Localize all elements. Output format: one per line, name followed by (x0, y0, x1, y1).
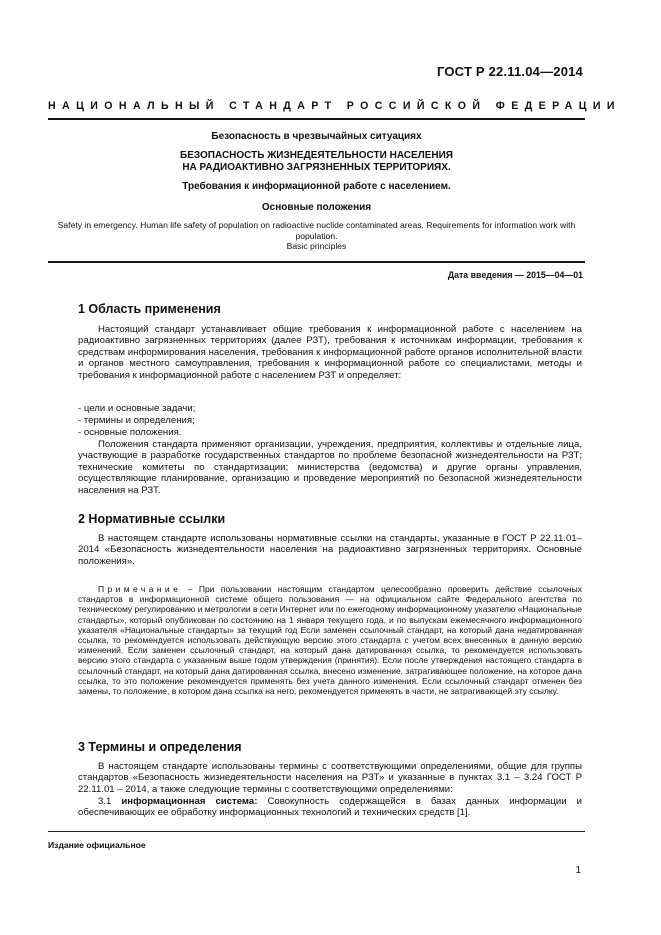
definition-3-1 (78, 796, 582, 819)
list-item-terms: - термины и определения; (78, 415, 195, 426)
section-1-title: 1 Область применения (78, 302, 221, 316)
note-text: – При пользовании настоящим стандартом целесообразно проверить действие ссылочных стандартов в информационной системе общего пользования — на официальном сайте Федерального агентства по техническому регулированию и метрологии в сети Интернет или по ежегодному информационному указателю «Национальные стандарты», который опубликован по состоянию на 1 января текущего года, и по выпускам ежемесячного информационного указателя «Национальные стандарты» за текущий год Если заменен ссылочный стандарт, на который дана недатированная ссылка, то рекомендуется использовать действующую версию этого стандарта с учетом всех внесенных в данную версию изменений. Если заменен ссылочный стандарт, на который дана датированная ссылка, то рекомендуется использовать версию этого стандарта с указанным выше годом утверждения (принятия). Если после утверждения настоящего стандарта в ссылочный стандарт, на который дана датированная ссылка, внесено изменение, затрагивающее положение, на которое дана ссылка, то это положение рекомендуется применять без учета данного изменения. Если ссылочный стандарт отменен без замены, то положение, в котором дана ссылка на него, рекомендуется применять в части, не затрагивающей эту ссылку. (78, 584, 582, 697)
list-item-provisions: - основные положения. (78, 427, 182, 438)
definition-number: 3.1 (98, 796, 122, 807)
basic-principles-title: Основные положения (261, 202, 372, 213)
introduction-date: Дата введения — 2015—04—01 (447, 270, 583, 280)
section-3-title: 3 Термины и определения (78, 740, 242, 754)
main-title-line-2: НА РАДИОАКТИВНО ЗАГРЯЗНЕННЫХ ТЕРРИТОРИЯХ. (182, 162, 451, 173)
list-item-goals: - цели и основные задачи; (78, 403, 196, 414)
section-2-title: 2 Нормативные ссылки (78, 512, 226, 526)
header-divider (48, 118, 585, 120)
document-code: ГОСТ Р 22.11.04—2014 (436, 64, 583, 79)
footer-divider (48, 831, 585, 832)
section-1-paragraph-1: Настоящий стандарт устанавливает общие требования к информационной работе с населением на радиоактивно загрязненных территориях (далее РЗТ), требования к источникам информации, требования к средствам информирования населения, требования к информационной работе органов исполнительной власти и органов местного самоуправления, требования к информационной работе со специалистами, методы и требования к информационной работе с населением РЗТ и определяет: (78, 324, 582, 381)
section-3-paragraph-1: В настоящем стандарте использованы термины с соответствующими определениями, общие для группы стандартов «Безопасность жизнедеятельности населения на РЗТ» и указанные в пунктах 3.1 – 3.24 ГОСТ Р 22.11.01 – 2014, а также следующие термины с соответствующими определениями: (78, 761, 582, 795)
english-title-text: Safety in emergency. Human life safety of population on radioactive nuclide contaminated areas. Requirements for information work with population. (57, 220, 576, 241)
subject-area-title: Безопасность в чрезвычайных ситуациях (211, 131, 422, 142)
section-2-paragraph-1: В настоящем стандарте использованы нормативные ссылки на стандарты, указанные в ГОСТ Р 22.11.01–2014 «Безопасность жизнедеятельности населения на радиоактивно загрязненных территориях. Основные положения». (78, 533, 582, 567)
definition-term: информационная система: (121, 796, 258, 807)
definition-text: Совокупность содержащейся в базах данных информации и обеспечивающих ее обработку информационных технологий и технических средств [1]. (78, 796, 582, 819)
page-number: 1 (575, 865, 581, 876)
note-label: Примечание (98, 584, 182, 594)
english-title (48, 220, 585, 252)
english-basic-principles: Basic principles (286, 241, 347, 252)
requirements-title: Требования к информационной работе с населением. (182, 181, 451, 192)
title-divider (48, 261, 585, 263)
reference-note (78, 584, 582, 696)
official-edition-label: Издание официальное (48, 840, 146, 850)
main-title-line-1: БЕЗОПАСНОСТЬ ЖИЗНЕДЕЯТЕЛЬНОСТИ НАСЕЛЕНИЯ (180, 150, 453, 161)
national-standard-heading: НАЦИОНАЛЬНЫЙ СТАНДАРТ РОССИЙСКОЙ ФЕДЕРАЦИИ (48, 100, 621, 112)
section-1-paragraph-2: Положения стандарта применяют организации, учреждения, предприятия, коллективы и отдельные лица, участвующие в разработке государственных стандартов по проблеме безопасной жизнедеятельности на РЗТ; технические комитеты по стандартизации; министерства (ведомства) и другие органы управления, осуществляющие планирование, организацию и проведение мероприятий по безопасной жизнедеятельности населения на РЗТ. (78, 439, 582, 496)
